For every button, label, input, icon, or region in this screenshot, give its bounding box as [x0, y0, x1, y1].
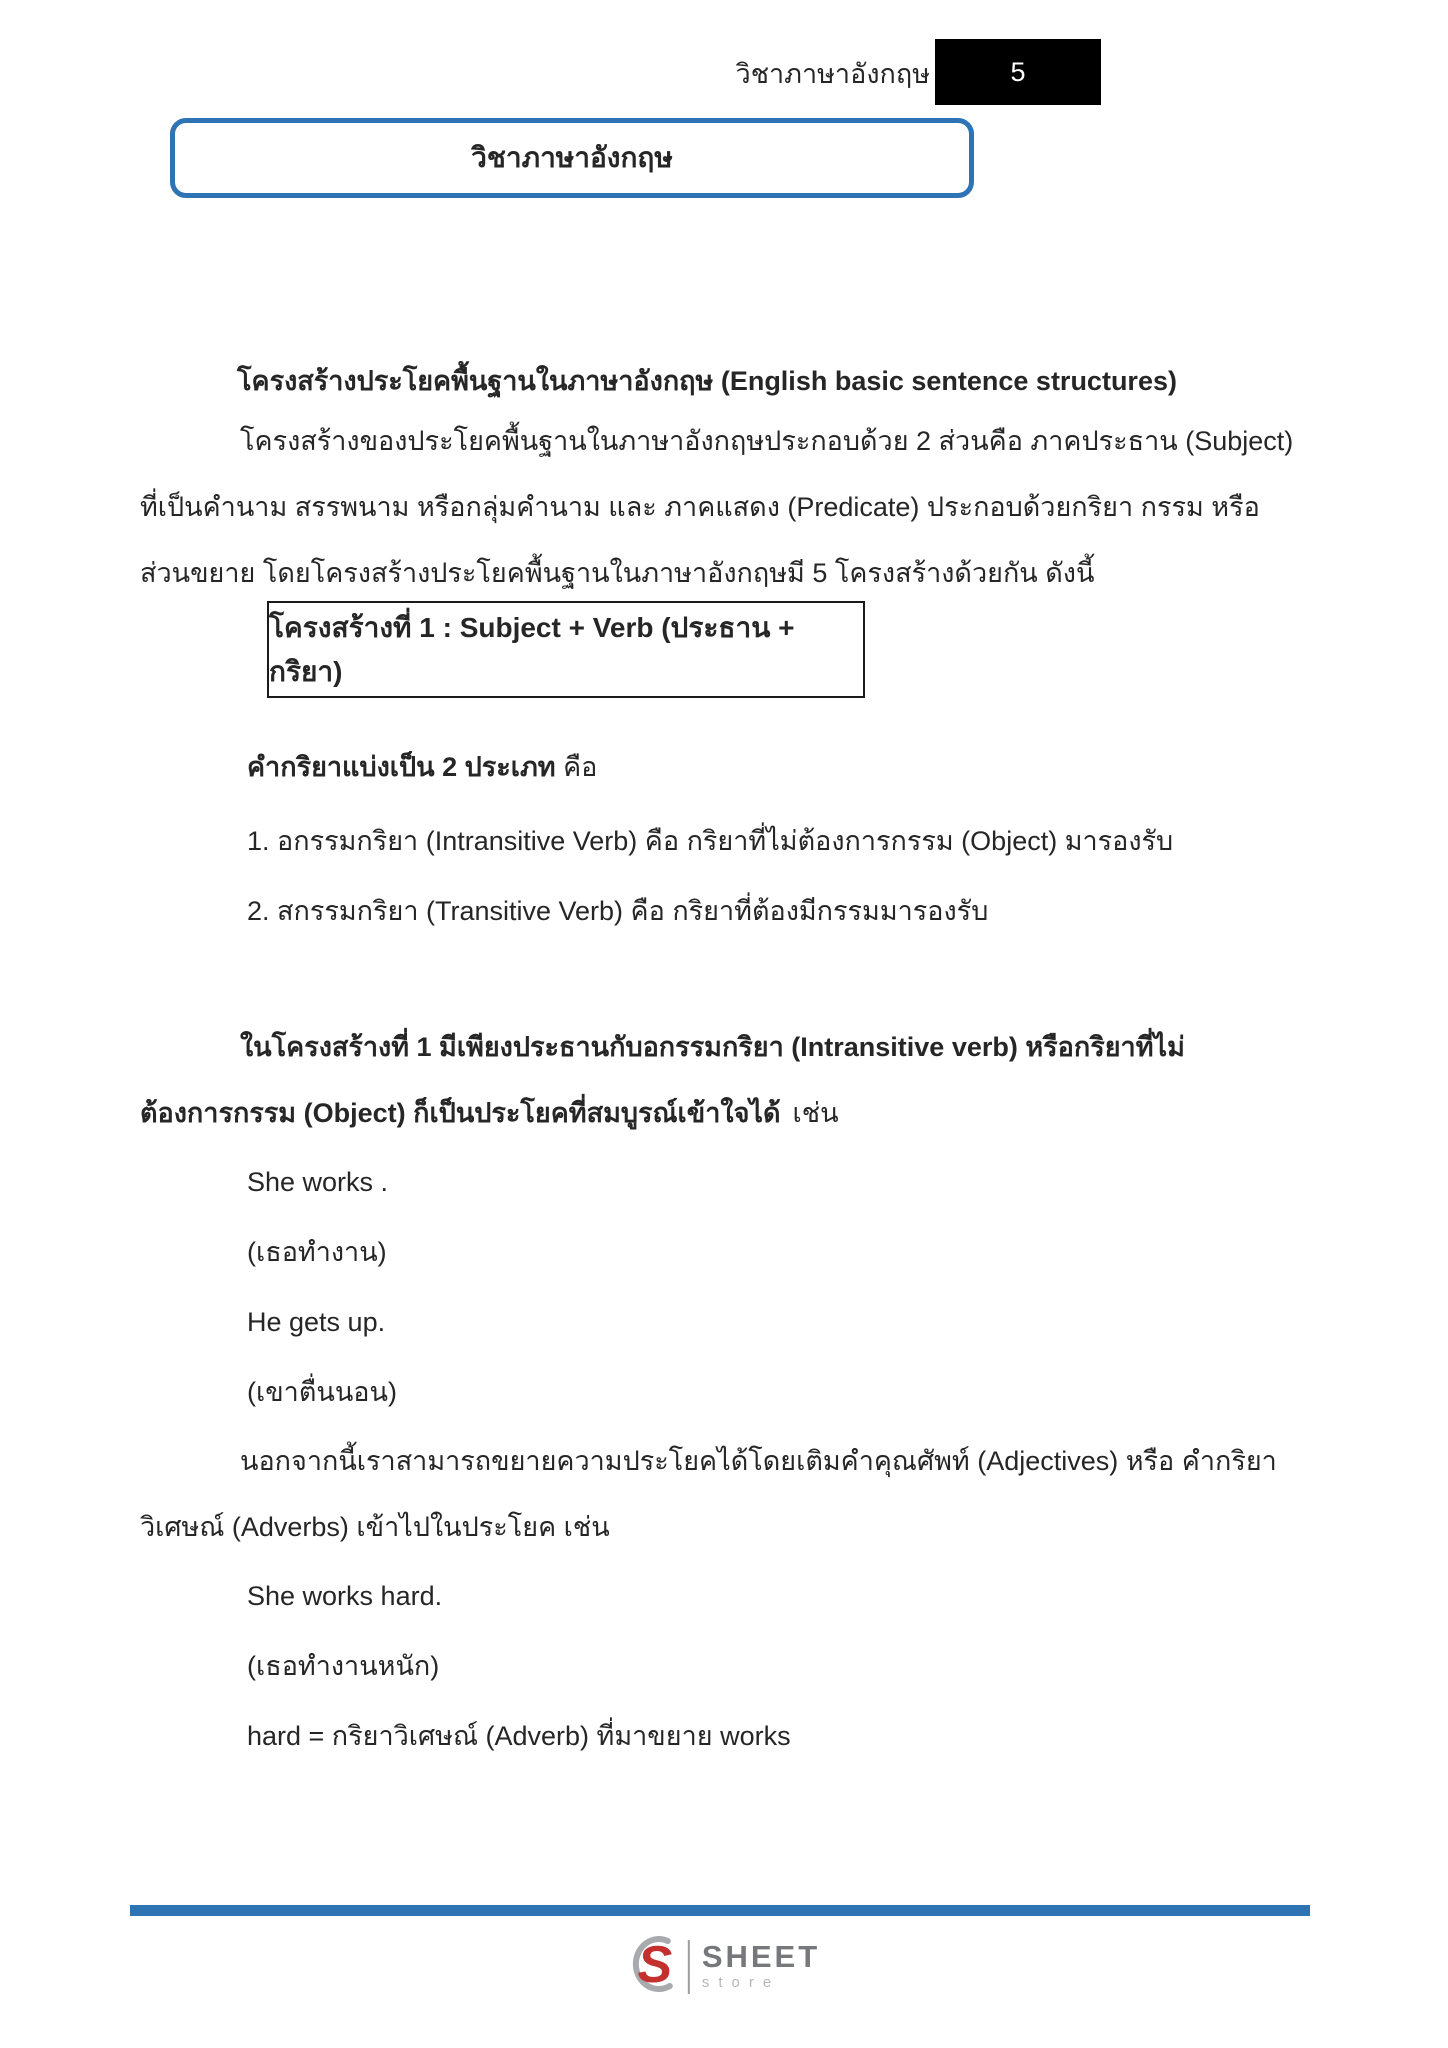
verb-type-item-1: 1. อกรรมกริยา (Intransitive Verb) คือ กริยาที่ไม่ต้องการกรรม (Object) มารองรับ — [247, 826, 1174, 856]
verb-types-label — [247, 748, 597, 787]
svg-text:S: S — [637, 1936, 673, 1994]
example-note: hard = กริยาวิเศษณ์ (Adverb) ที่มาขยาย works — [247, 1721, 791, 1751]
example-translation: (เขาตื่นนอน) — [247, 1377, 397, 1407]
logo-text: SHEET — [701, 1939, 821, 1975]
footer-divider-bar — [130, 1905, 1310, 1916]
para2-line-1: ในโครงสร้างที่ 1 มีเพียงประธานกับอกรรมกริยา (Intransitive verb) หรือกริยาที่ไม่ — [240, 1032, 1185, 1062]
verb-types-label-bold: คำกริยาแบ่งเป็น 2 ประเภท — [247, 752, 556, 782]
structure-1-box — [267, 601, 865, 698]
example-sentence: She works hard. — [247, 1581, 443, 1611]
logo-subtext: store — [701, 1973, 781, 1991]
example-translation: (เธอทำงาน) — [247, 1237, 387, 1267]
title-box — [170, 118, 974, 198]
para3-line-2: วิเศษณ์ (Adverbs) เข้าไปในประโยค เช่น — [140, 1512, 610, 1542]
verb-type-item-2: 2. สกรรมกริยา (Transitive Verb) คือ กริยาที่ต้องมีกรรมมารองรับ — [247, 896, 989, 926]
page-number: 5 — [1010, 56, 1026, 87]
para2-line-2-regular: เช่น — [792, 1098, 839, 1128]
intro-line-3: ส่วนขยาย โดยโครงสร้างประโยคพื้นฐานในภาษาอังกฤษมี 5 โครงสร้างด้วยกัน ดังนี้ — [140, 558, 1095, 588]
para2-line-2 — [140, 1094, 839, 1133]
footer-logo — [628, 1934, 820, 1999]
section-heading: โครงสร้างประโยคพื้นฐานในภาษาอังกฤษ (English basic sentence structures) — [237, 366, 1177, 396]
header-subject: วิชาภาษาอังกฤษ — [735, 59, 930, 89]
logo-text-column — [702, 1941, 820, 1992]
para2-line-2-bold: ต้องการกรรม (Object) ก็เป็นประโยคที่สมบูรณ์เข้าใจได้ — [140, 1098, 781, 1128]
example-translation: (เธอทำงานหนัก) — [247, 1651, 440, 1681]
para3-line-1: นอกจากนี้เราสามารถขยายความประโยคได้โดยเติมคำคุณศัพท์ (Adjectives) หรือ คำกริยา — [240, 1446, 1277, 1476]
intro-line-1: โครงสร้างของประโยคพื้นฐานในภาษาอังกฤษประกอบด้วย 2 ส่วนคือ ภาคประธาน (Subject) — [240, 426, 1294, 456]
example-sentence: She works . — [247, 1167, 389, 1197]
page-number-box — [935, 39, 1101, 105]
structure-1-box-text: โครงสร้างที่ 1 : Subject + Verb (ประธาน + กริยา) — [269, 611, 795, 687]
title-box-text: วิชาภาษาอังกฤษ — [471, 142, 673, 173]
verb-types-label-regular: คือ — [555, 752, 598, 782]
example-sentence: He gets up. — [247, 1307, 386, 1337]
intro-line-2: ที่เป็นคำนาม สรรพนาม หรือกลุ่มคำนาม และ ภาคแสดง (Predicate) ประกอบด้วยกริยา กรรม หรือ — [140, 492, 1260, 522]
logo-divider — [688, 1940, 690, 1994]
sheet-store-logo-icon — [628, 1934, 680, 1999]
